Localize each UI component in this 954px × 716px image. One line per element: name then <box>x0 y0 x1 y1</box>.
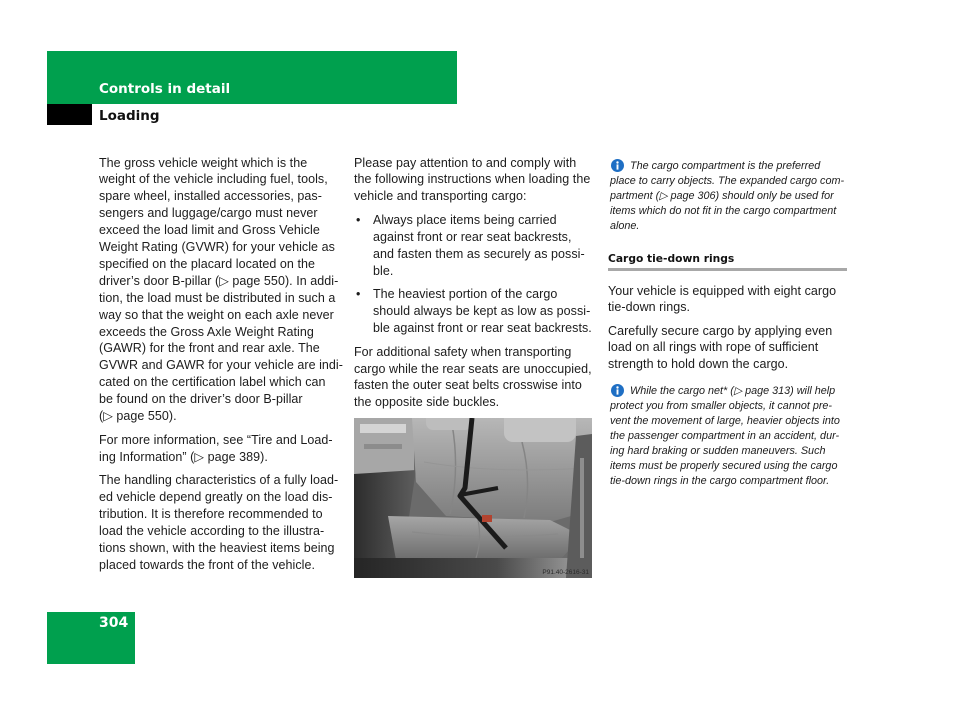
heading-underline <box>608 268 847 271</box>
paragraph-line: vehicle and transporting cargo: <box>354 189 527 204</box>
paragraph-line: ing Information” (▷ page 389). <box>99 449 268 464</box>
paragraph-line: ed vehicle depend greatly on the load dis- <box>99 490 333 505</box>
info-icon-stem <box>617 389 619 394</box>
bullet-line: ble. <box>373 263 394 278</box>
note-line: vent the movement of large, heavier objects into <box>610 414 840 427</box>
note-line: place to carry objects. The expanded cargo com- <box>610 174 845 187</box>
paragraph-line: the opposite side buckles. <box>354 395 500 410</box>
paragraph-line: Your vehicle is equipped with eight cargo <box>608 283 837 298</box>
paragraph-line: way so that the weight on each axle never <box>99 307 334 322</box>
paragraph-line: Please pay attention to and comply with <box>354 155 577 170</box>
door-window-strip <box>360 424 406 433</box>
paragraph-line: weight of the vehicle including fuel, tools, <box>99 172 328 187</box>
paragraph-line: the following instructions when loading the <box>354 172 591 187</box>
paragraph-line: spare wheel, installed accessories, pas- <box>99 189 322 204</box>
paragraph-more-information <box>99 432 347 466</box>
paragraph-line: exceeds the Gross Axle Weight Rating <box>99 324 314 339</box>
paragraph-line: sengers and luggage/cargo must never <box>99 206 318 221</box>
headrest <box>504 418 576 442</box>
page-number-tab <box>47 612 135 664</box>
note-line: While the cargo net* (▷ page 313) will help <box>630 384 836 397</box>
paragraph-line: strength to hold down the cargo. <box>608 357 789 372</box>
paragraph-line: GVWR and GAWR for your vehicle are indi- <box>99 358 343 373</box>
bullet-symbol: • <box>356 287 361 302</box>
section-title: Controls in detail <box>99 81 231 97</box>
paragraph-line: cated on the certification label which can <box>99 375 326 390</box>
paragraph-line: tions shown, with the heaviest items being <box>99 540 335 555</box>
info-note-text <box>610 159 852 234</box>
bullet-line: against front or rear seat backrests, <box>373 229 572 244</box>
note-line: alone. <box>610 219 640 232</box>
paragraph-line: specified on the placard located on the <box>99 256 315 271</box>
paragraph-line: driver’s door B-pillar (▷ page 550). In addi- <box>99 273 339 288</box>
page-number: 304 <box>99 615 129 631</box>
bullet-item <box>354 212 596 280</box>
headrest <box>426 418 472 430</box>
left-column <box>99 155 347 581</box>
paragraph-line: be found on the driver’s door B-pillar <box>99 392 303 407</box>
door-handle-strip <box>364 444 402 449</box>
paragraph-line: load on all rings with rope of sufficient <box>608 340 819 355</box>
subsection-marker <box>47 104 92 125</box>
note-line: The cargo compartment is the preferred <box>630 159 821 172</box>
info-icon <box>611 384 624 397</box>
section-heading: Cargo tie-down rings <box>608 252 735 265</box>
paragraph-line: Weight Rating (GVWR) for your vehicle as <box>99 240 335 255</box>
paragraph-line: tribution. It is therefore recommended to <box>99 507 323 521</box>
info-note <box>610 384 852 489</box>
bullet-line: Always place items being carried <box>373 212 557 227</box>
note-line: items which do not fit in the cargo compartment <box>610 204 837 217</box>
note-line: the passenger compartment in an accident, dur- <box>610 429 840 442</box>
paragraph-line: (GAWR) for the front and rear axle. The <box>99 341 320 356</box>
bullet-line: should always be kept as low as possi- <box>373 304 591 319</box>
paragraph-line: load the vehicle according to the illustra- <box>99 523 325 538</box>
bullet-item <box>354 286 596 337</box>
note-line: protect you from smaller objects, it cannot pre- <box>610 399 833 412</box>
paragraph-line: (▷ page 550). <box>99 409 177 424</box>
paragraph-line: Carefully secure cargo by applying even <box>608 323 833 338</box>
paragraph-line: tion, the load must be distributed in such a <box>99 290 336 305</box>
note-line: tie-down rings in the cargo compartment floor. <box>610 474 830 487</box>
bullet-line: The heaviest portion of the cargo <box>373 287 558 302</box>
info-icon-dot <box>616 161 618 163</box>
paragraph-line: exceed the load limit and Gross Vehicle <box>99 223 320 238</box>
bullet-text <box>373 212 596 280</box>
middle-column <box>354 155 596 418</box>
paragraph-tie-down-rings <box>608 283 850 317</box>
figure <box>354 418 592 578</box>
bullet-line: ble against front or rear seat backrests. <box>373 321 592 336</box>
paragraph-line: For more information, see “Tire and Load- <box>99 432 333 447</box>
note-line: partment (▷ page 306) should only be used for <box>610 189 834 202</box>
info-icon <box>611 159 624 172</box>
paragraph-load-limits <box>99 155 347 426</box>
info-note-text <box>610 384 852 489</box>
paragraph-seat-belts <box>354 344 596 412</box>
paragraph-secure-cargo <box>608 323 850 374</box>
figure-label: P91.40-2616-31 <box>542 569 589 576</box>
belt-buckle <box>482 515 492 522</box>
paragraph-line: cargo while the rear seats are unoccupied, <box>354 361 592 376</box>
paragraph-line: placed towards the front of the vehicle. <box>99 557 316 572</box>
paragraph-line: The gross vehicle weight which is the <box>99 155 308 170</box>
info-note <box>610 159 852 234</box>
note-line: ing hard braking or sudden maneuvers. Such <box>610 444 826 457</box>
bullet-text <box>373 286 596 337</box>
paragraph-line: tie-down rings. <box>608 300 691 315</box>
subsection-title: Loading <box>99 108 160 124</box>
info-icon-stem <box>617 164 619 169</box>
paragraph-line: For additional safety when transporting <box>354 344 572 359</box>
paragraph-line: fasten the outer seat belts crosswise into <box>354 378 582 393</box>
section-header-bar <box>47 51 457 104</box>
bullet-line: and fasten them as securely as possi- <box>373 246 585 261</box>
note-line: items must be properly secured using the cargo <box>610 459 838 472</box>
rear-seat-photo <box>354 418 592 578</box>
bullet-symbol: • <box>356 212 361 227</box>
side-trim-highlight <box>580 458 584 558</box>
paragraph-instructions-intro <box>354 155 596 206</box>
paragraph-handling <box>99 472 347 573</box>
info-icon-dot <box>616 386 618 388</box>
paragraph-line: The handling characteristics of a fully load- <box>99 473 339 488</box>
